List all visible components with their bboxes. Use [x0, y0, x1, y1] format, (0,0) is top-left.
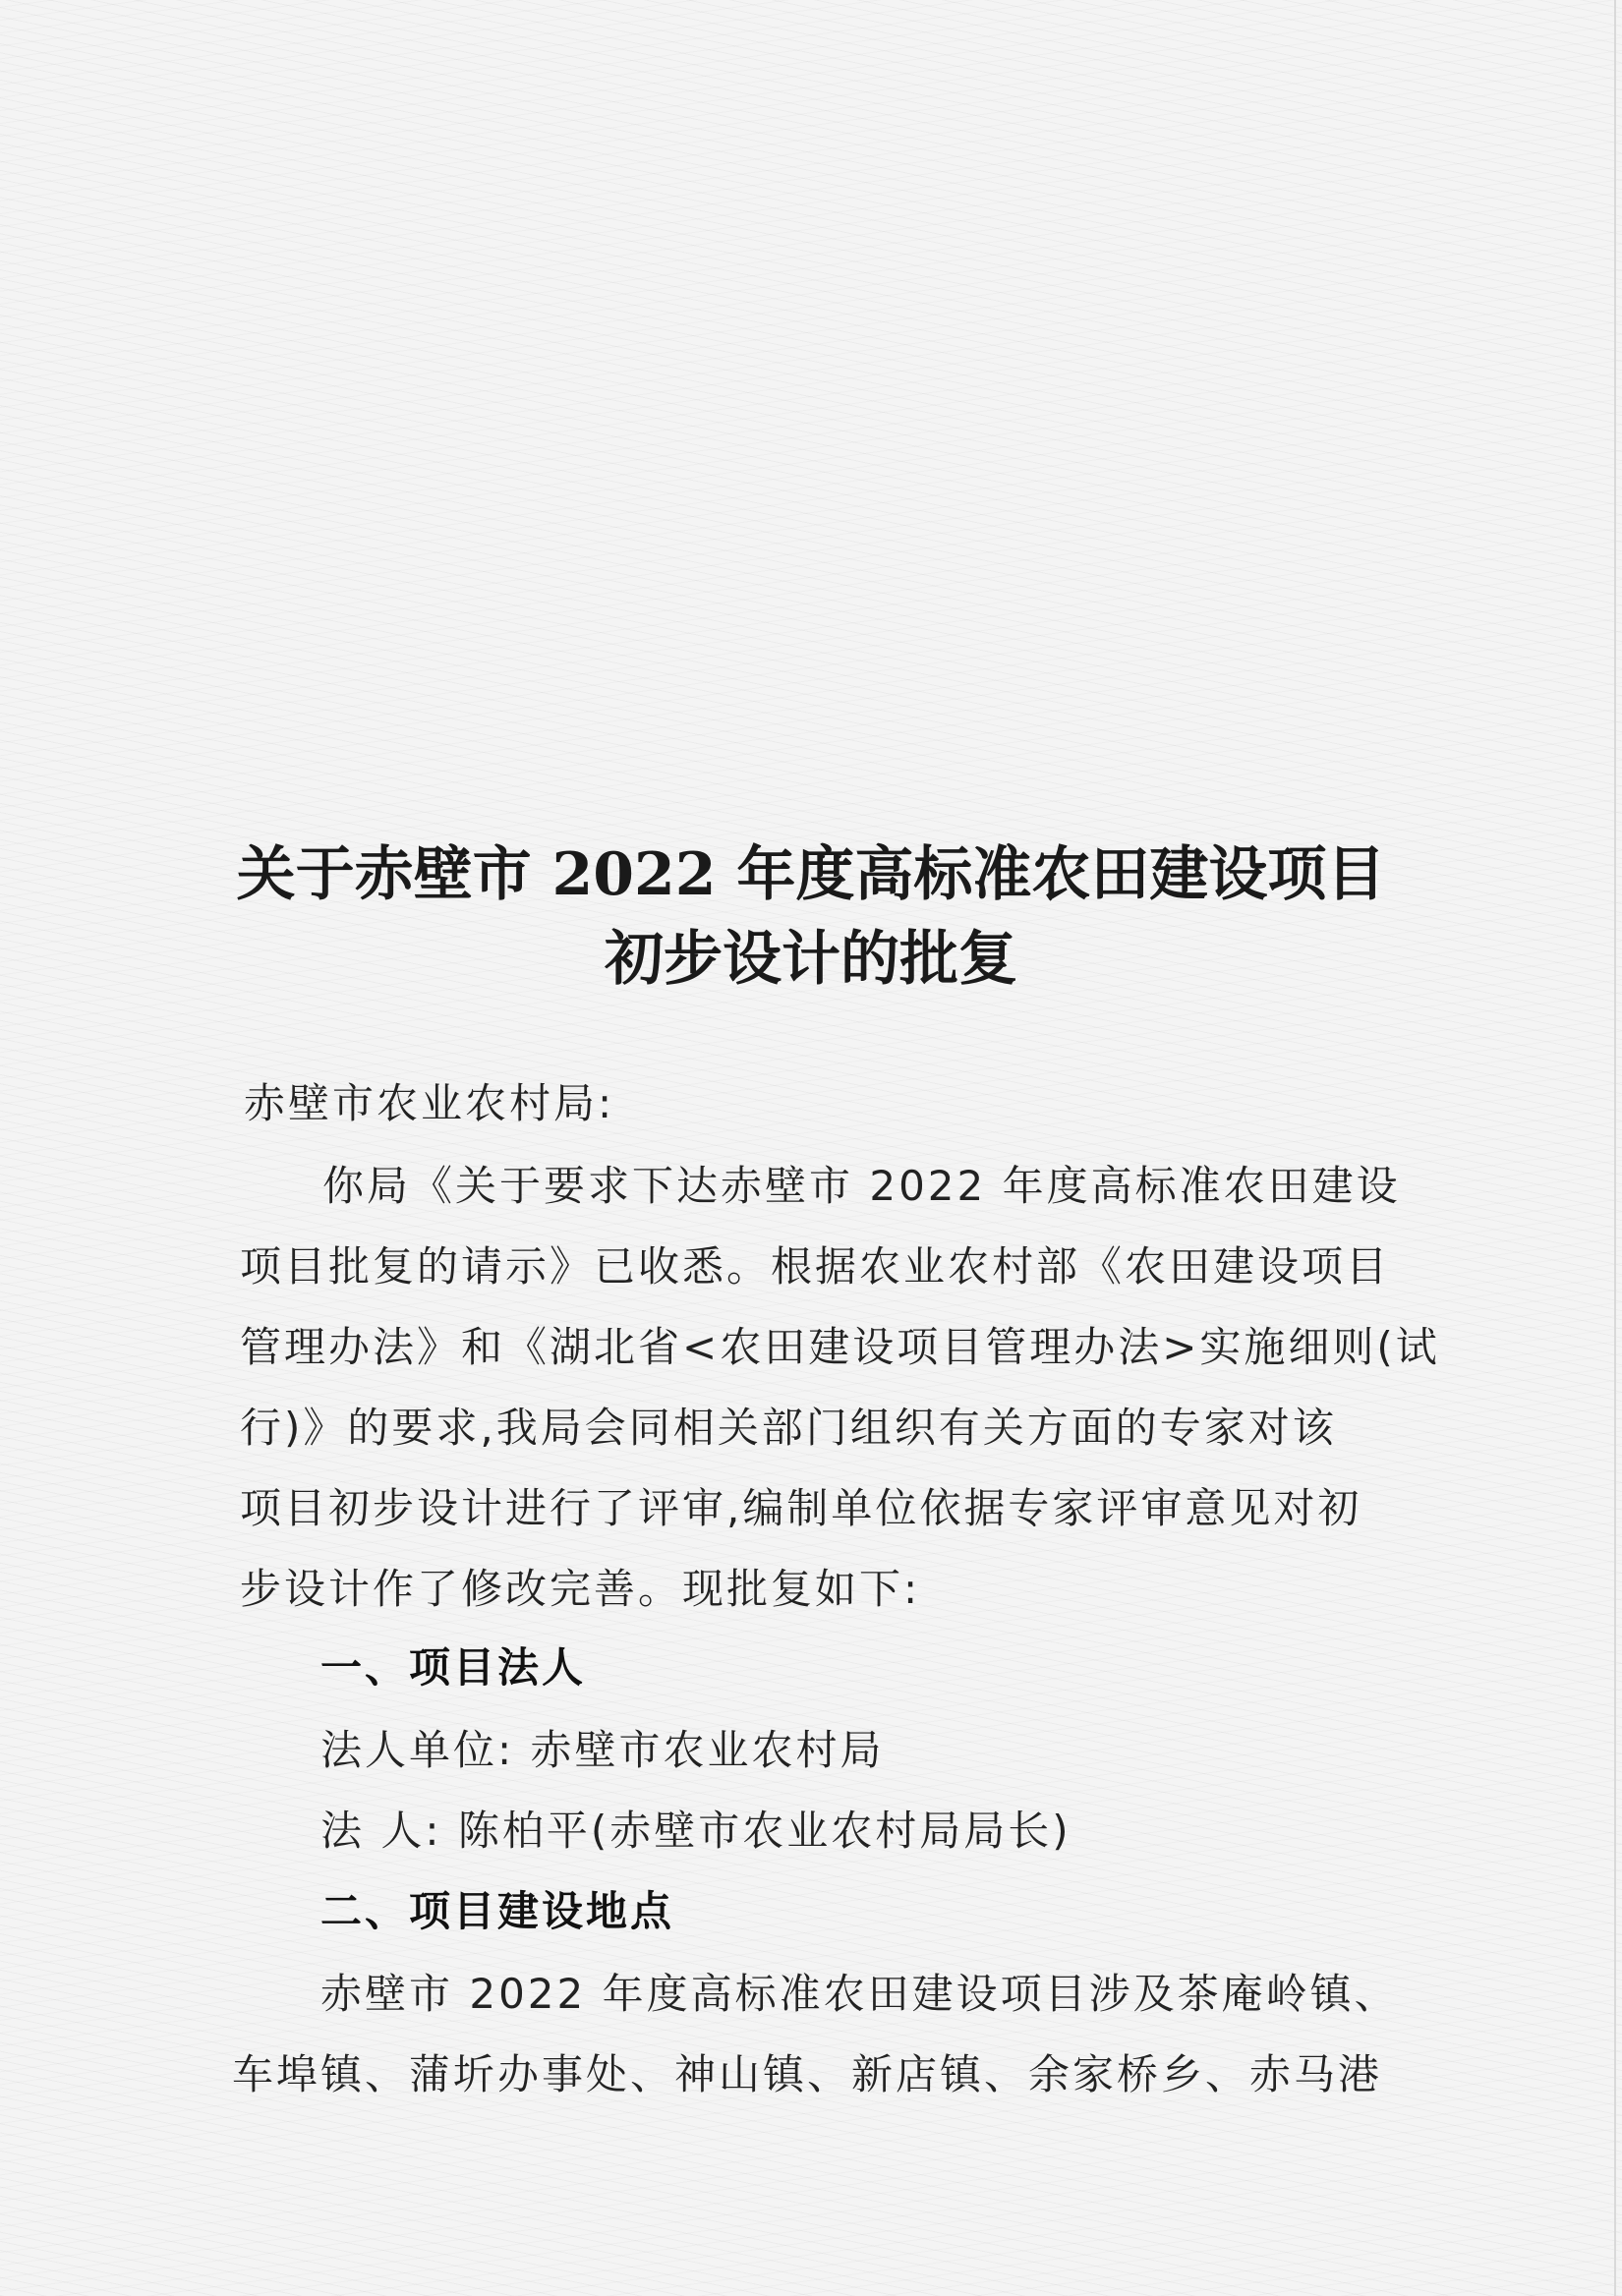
- page-edge: [1614, 0, 1616, 2296]
- document-title-line-1: 关于赤壁市 2022 年度高标准农田建设项目: [236, 840, 1386, 909]
- legal-unit: 法人单位: 赤壁市农业农村局: [320, 1726, 885, 1774]
- legal-person: 法 人: 陈柏平(赤壁市农业农村局局长): [320, 1807, 1072, 1855]
- section-heading-2: 二、项目建设地点: [320, 1887, 675, 1935]
- location-line-2: 车埠镇、蒲圻办事处、神山镇、新店镇、余家桥乡、赤马港: [232, 2050, 1383, 2098]
- body-line-4: 行)》的要求,我局会同相关部门组织有关方面的专家对该: [240, 1404, 1337, 1452]
- body-line-2: 项目批复的请示》已收悉。根据农业农村部《农田建设项目: [240, 1242, 1391, 1291]
- body-line-5: 项目初步设计进行了评审,编制单位依据专家评审意见对初: [240, 1484, 1362, 1532]
- location-line-1: 赤壁市 2022 年度高标准农田建设项目涉及茶庵岭镇、: [320, 1970, 1399, 2018]
- body-line-3: 管理办法》和《湖北省<农田建设项目管理办法>实施细则(试: [240, 1323, 1440, 1371]
- section-heading-1: 一、项目法人: [320, 1643, 587, 1692]
- body-line-6: 步设计作了修改完善。现批复如下:: [240, 1565, 921, 1613]
- document-title-line-2: 初步设计的批复: [605, 925, 1017, 994]
- body-line-1: 你局《关于要求下达赤壁市 2022 年度高标准农田建设: [322, 1162, 1401, 1210]
- addressee: 赤壁市农业农村局:: [244, 1079, 615, 1127]
